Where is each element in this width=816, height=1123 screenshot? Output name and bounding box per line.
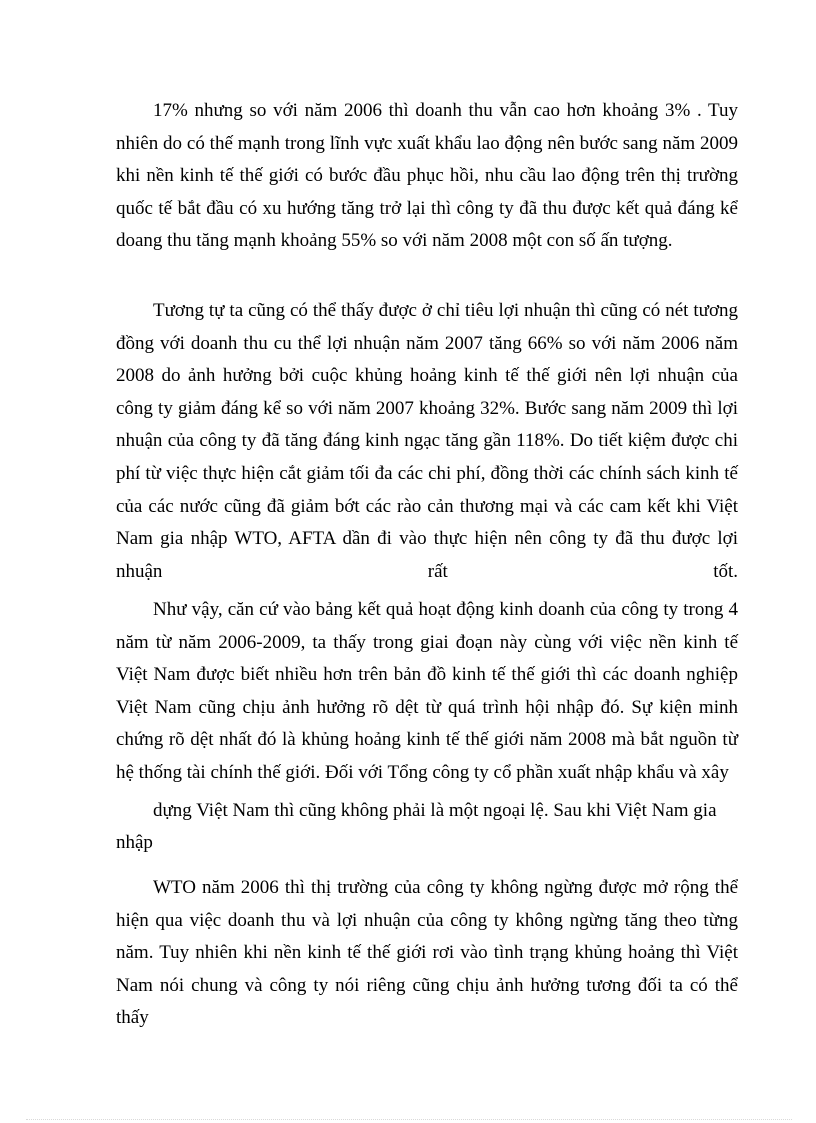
paragraph-exception-continued: nhập	[116, 832, 153, 853]
paragraph-profit: Tương tự ta cũng có thể thấy được ở chỉ tiêu lợi nhuận thì cũng có nét tương đồng với doanh thu cu thể lợi nhuận năm 2007 tăng 66% so với năm 2006 năm 2008 do ảnh hưởng bởi cuộc khủng hoảng kinh tế thế giới nên lợi nhuận của công ty giảm đáng kể so với năm 2007 khoảng 32%. Bước sang năm 2009 thì lợi nhuận của công ty đã tăng đáng kinh ngạc tăng gần 118%. Do tiết kiệm được chi phí từ việc thực hiện cắt giảm tối đa các chi phí, đồng thời các chính sách kinh tế của các nước cũng đã giảm bớt các rào cản thương mại và các cam kết khi Việt Nam gia nhập WTO, AFTA dần đi vào thực hiện nên công ty đã thu được lợi nhuận rất tốt.	[116, 300, 738, 582]
paragraph-wto: WTO năm 2006 thì thị trường của công ty không ngừng được mở rộng thể hiện qua việc doanh thu và lợi nhuận của công ty không ngừng tăng theo từng năm. Tuy nhiên khi nền kinh tế thế giới rơi vào tình trạng khủng hoảng thì Việt Nam nói chung và công ty nói riêng cũng chịu ảnh hưởng tương đối ta có thể thấy	[116, 877, 738, 1029]
paragraph-summary: Như vậy, căn cứ vào bảng kết quả hoạt động kinh doanh của công ty trong 4 năm từ năm 2006-2009, ta thấy trong giai đoạn này cùng với việc nền kinh tế Việt Nam được biết nhiều hơn trên bản đồ kinh tế thế giới thì các doanh nghiệp Việt Nam cũng chịu ảnh hưởng rõ dệt từ quá trình hội nhập đó. Sự kiện minh chứng rõ dệt nhất đó là khủng hoảng kinh tế thế giới năm 2008 mà bắt nguồn từ hệ thống tài chính thế giới. Đối với Tổng công ty cổ phần xuất nhập khẩu và xây	[116, 599, 738, 783]
paragraph-revenue: 17% nhưng so với năm 2006 thì doanh thu vẫn cao hơn khoảng 3% . Tuy nhiên do có thế mạnh trong lĩnh vực xuất khẩu lao động nên bước sang năm 2009 khi nền kinh tế thế giới có bước đầu phục hồi, nhu cầu lao động trên thị trường quốc tế bắt đầu có xu hướng tăng trở lại thì công ty đã thu được kết quả đáng kể doang thu tăng mạnh khoảng 55% so với năm 2008 một con số ấn tượng.	[116, 100, 738, 252]
paragraph-exception-line: dựng Việt Nam thì cũng không phải là một ngoại lệ. Sau khi Việt Nam gia	[153, 800, 717, 821]
page-bottom-divider	[26, 1119, 792, 1120]
